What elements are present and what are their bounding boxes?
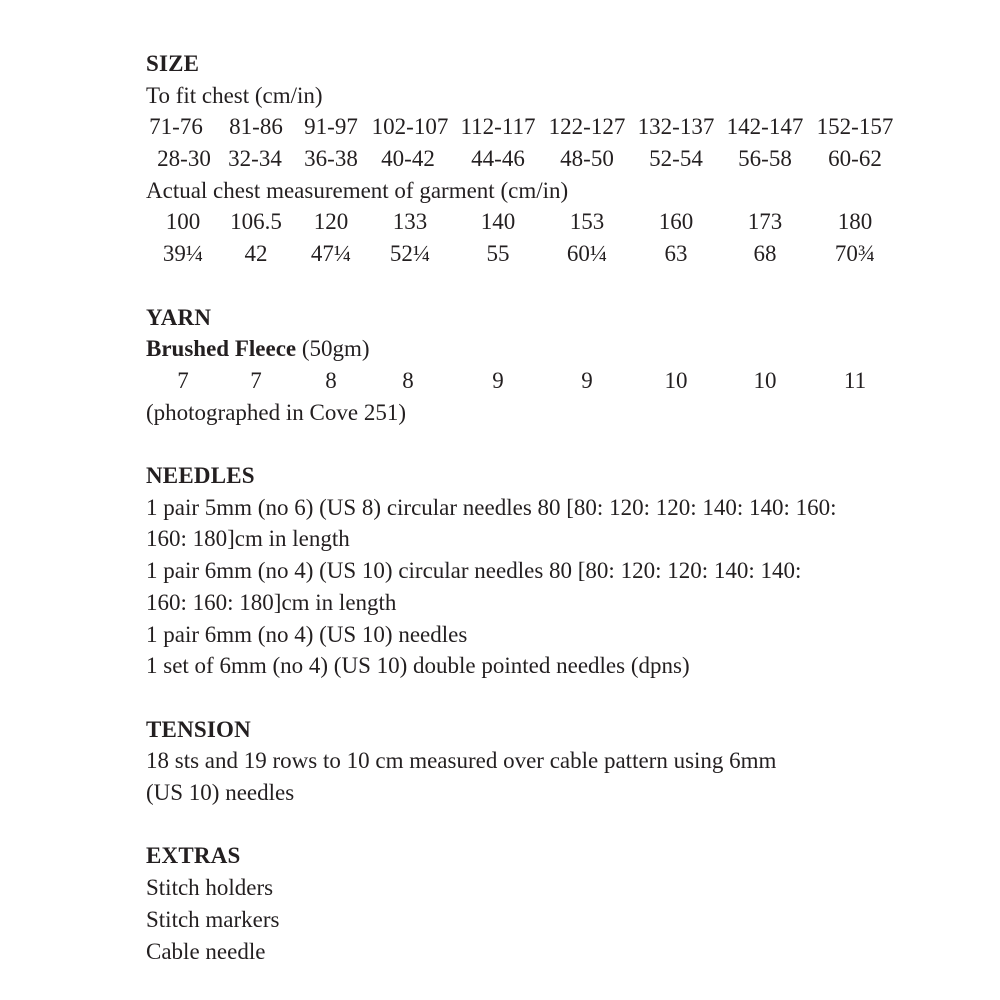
section-spacer xyxy=(146,682,926,714)
measurement-value: 55 xyxy=(486,241,510,267)
actual-chest-label: Actual chest measurement of garment (cm/in) xyxy=(146,177,569,203)
needles-heading: NEEDLES xyxy=(146,463,255,489)
measurement-value: 180 xyxy=(837,209,873,235)
measurement-value: 100 xyxy=(165,209,201,235)
size-value: 91-97 xyxy=(304,114,358,140)
yarn-quantity: 8 xyxy=(325,367,337,393)
yarn-name: Brushed Fleece xyxy=(146,336,297,362)
needles-line: 1 pair 6mm (no 4) (US 10) circular needles 80 [80: 120: 120: 140: 140: xyxy=(146,558,802,584)
yarn-quantity: 11 xyxy=(843,367,867,393)
size-value: 112-117 xyxy=(460,114,536,140)
fit-chest-label: To fit chest (cm/in) xyxy=(146,82,323,108)
yarn-weight: (50gm) xyxy=(296,336,370,362)
size-value: 52-54 xyxy=(649,146,703,172)
size-value: 48-50 xyxy=(560,146,614,172)
size-value: 152-157 xyxy=(816,114,894,140)
size-value: 60-62 xyxy=(828,146,882,172)
pattern-info-document xyxy=(146,48,926,967)
needles-line: 160: 160: 180]cm in length xyxy=(146,589,397,615)
size-value: 36-38 xyxy=(304,146,358,172)
yarn-quantity: 10 xyxy=(753,367,777,393)
extras-item: Cable needle xyxy=(146,938,266,964)
needles-line: 1 pair 5mm (no 6) (US 8) circular needles 80 [80: 120: 120: 140: 140: 160: xyxy=(146,494,837,520)
actual-chest-cm-row xyxy=(146,206,926,238)
measurement-value: 52¼ xyxy=(389,241,431,267)
yarn-quantity: 7 xyxy=(250,367,262,393)
section-spacer xyxy=(146,270,926,302)
measurement-value: 42 xyxy=(244,241,268,267)
section-spacer xyxy=(146,428,926,460)
measurement-value: 140 xyxy=(480,209,516,235)
size-value: 32-34 xyxy=(228,146,282,172)
section-spacer xyxy=(146,809,926,841)
yarn-quantity: 10 xyxy=(664,367,688,393)
tension-heading: TENSION xyxy=(146,716,251,742)
needles-line: 160: 180]cm in length xyxy=(146,526,350,552)
measurement-value: 68 xyxy=(753,241,777,267)
measurement-value: 47¼ xyxy=(310,241,352,267)
measurement-value: 60¼ xyxy=(566,241,608,267)
yarn-colour-note: (photographed in Cove 251) xyxy=(146,399,406,425)
measurement-value: 39¼ xyxy=(162,241,204,267)
fit-chest-in-row xyxy=(146,143,926,175)
measurement-value: 160 xyxy=(658,209,694,235)
needles-line: 1 set of 6mm (no 4) (US 10) double pointed needles (dpns) xyxy=(146,653,690,679)
size-heading: SIZE xyxy=(146,51,200,76)
size-value: 71-76 xyxy=(149,114,203,140)
size-value: 44-46 xyxy=(471,146,525,172)
yarn-quantity-row xyxy=(146,365,926,397)
tension-line: 18 sts and 19 rows to 10 cm measured over cable pattern using 6mm xyxy=(146,748,777,774)
yarn-quantity: 9 xyxy=(581,367,593,393)
size-value: 56-58 xyxy=(738,146,792,172)
measurement-value: 153 xyxy=(569,209,605,235)
extras-item: Stitch markers xyxy=(146,906,280,932)
yarn-name-line xyxy=(146,333,926,365)
measurement-value: 133 xyxy=(392,209,428,235)
size-value: 122-127 xyxy=(548,114,626,140)
measurement-value: 173 xyxy=(747,209,783,235)
measurement-value: 106.5 xyxy=(230,209,282,235)
extras-heading: EXTRAS xyxy=(146,843,241,869)
measurement-value: 70¾ xyxy=(834,241,876,267)
size-value: 142-147 xyxy=(726,114,804,140)
needles-line: 1 pair 6mm (no 4) (US 10) needles xyxy=(146,621,468,647)
size-value: 132-137 xyxy=(637,114,715,140)
actual-chest-in-row xyxy=(146,238,926,270)
extras-item: Stitch holders xyxy=(146,875,274,901)
size-value: 28-30 xyxy=(157,146,211,172)
tension-line: (US 10) needles xyxy=(146,780,295,806)
size-value: 102-107 xyxy=(371,114,449,140)
measurement-value: 63 xyxy=(664,241,688,267)
yarn-quantity: 9 xyxy=(492,367,504,393)
yarn-quantity: 8 xyxy=(402,367,414,393)
size-value: 81-86 xyxy=(229,114,283,140)
measurement-value: 120 xyxy=(313,209,349,235)
yarn-heading: YARN xyxy=(146,304,212,330)
yarn-quantity: 7 xyxy=(177,367,189,393)
fit-chest-cm-row xyxy=(146,111,926,143)
size-value: 40-42 xyxy=(381,146,435,172)
